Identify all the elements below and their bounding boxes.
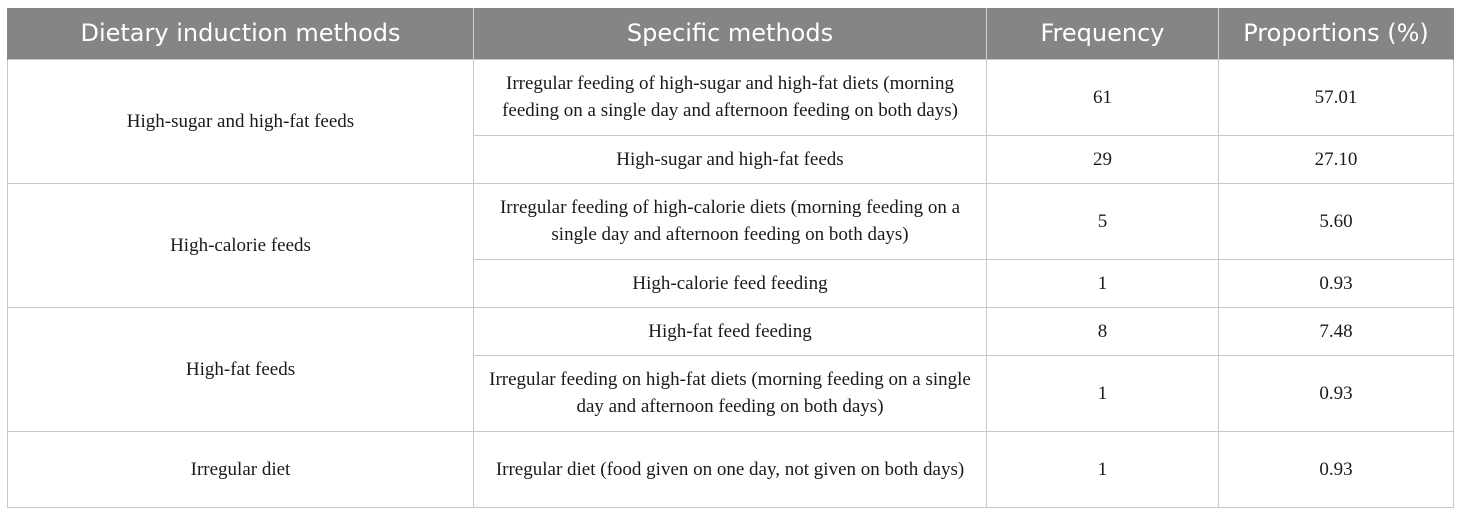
specific-method-cell: High-calorie feed feeding	[474, 259, 987, 307]
frequency-cell: 8	[987, 307, 1219, 355]
frequency-cell: 1	[987, 259, 1219, 307]
dietary-induction-table	[7, 8, 1454, 508]
frequency-cell: 1	[987, 431, 1219, 507]
table-row	[8, 431, 1454, 507]
table-row	[8, 307, 1454, 355]
specific-method-cell: Irregular feeding of high-calorie diets (morning feeding on a single day and afternoon feeding on both days)	[474, 183, 987, 259]
header-proportions: Proportions (%)	[1219, 8, 1454, 59]
frequency-cell: 5	[987, 183, 1219, 259]
header-dietary-induction-methods: Dietary induction methods	[8, 8, 474, 59]
specific-method-cell: Irregular feeding on high-fat diets (morning feeding on a single day and afternoon feeding on both days)	[474, 355, 987, 431]
dietary-method-cell: High-fat feeds	[8, 307, 474, 431]
proportion-cell: 57.01	[1219, 59, 1454, 135]
specific-method-cell: High-fat feed feeding	[474, 307, 987, 355]
header-frequency: Frequency	[987, 8, 1219, 59]
frequency-cell: 61	[987, 59, 1219, 135]
dietary-method-cell: High-sugar and high-fat feeds	[8, 59, 474, 183]
specific-method-cell: Irregular diet (food given on one day, not given on both days)	[474, 431, 987, 507]
dietary-method-cell: Irregular diet	[8, 431, 474, 507]
header-specific-methods: Specific methods	[474, 8, 987, 59]
proportion-cell: 0.93	[1219, 355, 1454, 431]
proportion-cell: 0.93	[1219, 259, 1454, 307]
table-row	[8, 59, 1454, 135]
frequency-cell: 1	[987, 355, 1219, 431]
proportion-cell: 0.93	[1219, 431, 1454, 507]
frequency-cell: 29	[987, 135, 1219, 183]
table-body	[8, 59, 1454, 507]
table-row	[8, 183, 1454, 259]
specific-method-cell: Irregular feeding of high-sugar and high-fat diets (morning feeding on a single day and afternoon feeding on both days)	[474, 59, 987, 135]
header-row	[8, 8, 1454, 59]
dietary-method-cell: High-calorie feeds	[8, 183, 474, 307]
table-header	[8, 8, 1454, 59]
proportion-cell: 5.60	[1219, 183, 1454, 259]
proportion-cell: 7.48	[1219, 307, 1454, 355]
specific-method-cell: High-sugar and high-fat feeds	[474, 135, 987, 183]
proportion-cell: 27.10	[1219, 135, 1454, 183]
